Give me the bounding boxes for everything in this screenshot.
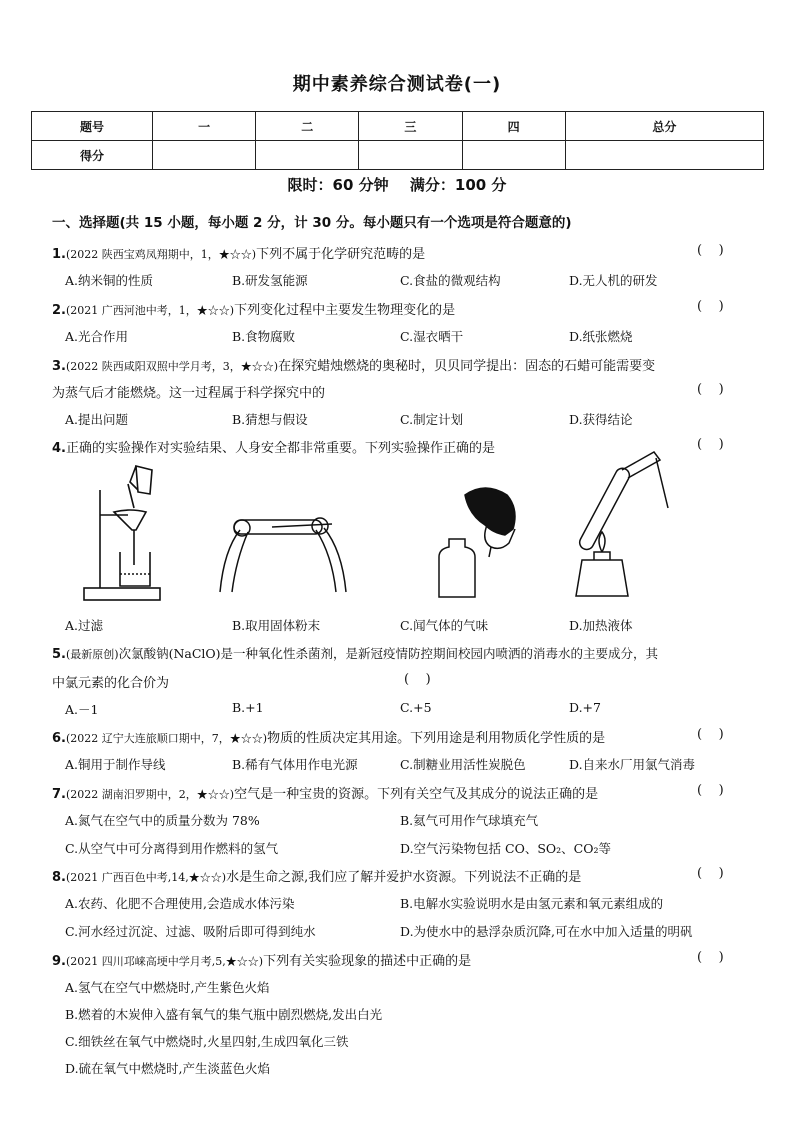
answer-paren[interactable]: ( ) [697, 783, 724, 798]
question-source: (2022 湖南汨罗期中，2，★☆☆) [65, 788, 235, 801]
option-d: D.加热液体 [569, 618, 633, 633]
score-table [31, 111, 764, 170]
option-c: C.制糖业用活性炭脱色 [400, 757, 526, 772]
option-b: B.猜想与假设 [232, 412, 308, 427]
score-cell[interactable] [565, 141, 763, 170]
score-cell[interactable] [359, 141, 462, 170]
option-c: C.制定计划 [400, 412, 464, 427]
answer-paren[interactable]: ( ) [697, 866, 724, 881]
question-1 [52, 243, 425, 262]
question-8 [52, 866, 581, 885]
option-b: B.氦气可用作气球填充气 [400, 813, 539, 828]
option-a: A.纳米铜的性质 [65, 273, 154, 288]
option-b: B.电解水实验说明水是由氢元素和氧元素组成的 [400, 896, 664, 911]
time-score-limit [0, 174, 794, 195]
option-d: D.获得结论 [569, 412, 633, 427]
answer-paren[interactable]: ( ) [697, 950, 724, 965]
question-9 [52, 950, 471, 969]
question-number: 2. [52, 303, 66, 318]
option-d: D.无人机的研发 [569, 273, 658, 288]
question-7 [52, 783, 598, 802]
option-b: B.食物腐败 [232, 329, 296, 344]
question-number: 6. [52, 731, 66, 746]
score-header-cell: 题号 [32, 112, 153, 141]
question-source: (最新原创) [65, 648, 119, 661]
option-b: B.研发氢能源 [232, 273, 308, 288]
question-text: 次氯酸钠(NaClO)是一种氧化性杀菌剂，是新冠疫情防控期间校园内喷洒的消毒水的主要成分，其 [118, 646, 659, 661]
option-b: B.燃着的木炭伸入盛有氧气的集气瓶中剧烈燃烧,发出白光 [65, 1007, 383, 1022]
question-source: (2021 四川邛崃高埂中学月考,5,★☆☆) [65, 955, 264, 968]
option-d: D.为使水中的悬浮杂质沉降,可在水中加入适量的明矾 [400, 924, 693, 939]
question-text: 下列变化过程中主要发生物理变化的是 [234, 303, 456, 318]
question-number: 1. [52, 247, 66, 262]
question-2 [52, 299, 455, 318]
question-number: 8. [52, 870, 66, 885]
filtration-figure [80, 460, 170, 605]
question-number: 5. [52, 647, 66, 662]
score-cell[interactable] [153, 141, 256, 170]
score-table-score-row [32, 141, 764, 170]
question-source: (2022 辽宁大连旅顺口期中，7，★☆☆) [65, 732, 268, 745]
option-c: C.河水经过沉淀、过滤、吸附后即可得到纯水 [65, 924, 316, 939]
question-text: 水是生命之源,我们应了解并爱护水资源。下列说法不正确的是 [226, 870, 582, 885]
option-a: A.氢气在空气中燃烧时,产生紫色火焰 [65, 980, 270, 995]
powder-figure [212, 500, 347, 600]
question-5-line2: 中氯元素的化合价为 [52, 676, 170, 691]
option-d: D.纸张燃烧 [569, 329, 633, 344]
option-b: B.取用固体粉末 [232, 618, 321, 633]
question-text: 正确的实验操作对实验结果、人身安全都非常重要。下列实验操作正确的是 [65, 441, 495, 456]
option-c: C.细铁丝在氧气中燃烧时,火星四射,生成四氧化三铁 [65, 1034, 349, 1049]
answer-paren[interactable]: ( ) [697, 243, 724, 258]
score-cell[interactable] [462, 141, 565, 170]
time-limit: 限时：60 分钟 [287, 176, 389, 194]
question-4 [52, 437, 495, 456]
question-text: 在探究蜡烛燃烧的奥秘时，贝贝同学提出：固态的石蜡可能需要变 [278, 359, 656, 374]
question-3 [52, 355, 655, 374]
section-heading: 一、选择题(共 15 小题，每小题 2 分，计 30 分。每小题只有一个选项是符合题意的) [52, 215, 572, 231]
question-source: (2022 陕西宝鸡凤翔期中，1，★☆☆) [65, 248, 257, 261]
option-d: D.空气污染物包括 CO、SO₂、CO₂等 [400, 841, 611, 856]
question-5 [52, 644, 658, 662]
answer-paren[interactable]: ( ) [697, 727, 724, 742]
answer-paren[interactable]: ( ) [697, 437, 724, 452]
option-b: B.稀有气体用作电光源 [232, 757, 358, 772]
score-header-cell: 二 [256, 112, 359, 141]
answer-paren[interactable]: ( ) [697, 299, 724, 314]
option-a: A.提出问题 [65, 412, 129, 427]
score-cell[interactable] [256, 141, 359, 170]
score-table-header-row [32, 112, 764, 141]
score-header-cell: 一 [153, 112, 256, 141]
option-a: A.氮气在空气中的质量分数为 78% [65, 813, 260, 828]
full-score: 满分：100 分 [409, 176, 507, 194]
question-number: 4. [52, 441, 66, 456]
option-c: C.闻气体的气味 [400, 618, 489, 633]
score-header-cell: 三 [359, 112, 462, 141]
option-d: D.硫在氧气中燃烧时,产生淡蓝色火焰 [65, 1061, 271, 1076]
option-c: C.从空气中可分离得到用作燃料的氢气 [65, 841, 279, 856]
question-6 [52, 727, 605, 746]
question-text: 下列不属于化学研究范畴的是 [256, 247, 426, 262]
question-text: 下列有关实验现象的描述中正确的是 [263, 954, 472, 969]
question-number: 3. [52, 359, 66, 374]
question-number: 9. [52, 954, 66, 969]
option-a: A.光合作用 [65, 329, 129, 344]
question-source: (2022 陕西咸阳双照中学月考，3，★☆☆) [65, 360, 279, 373]
answer-paren[interactable]: ( ) [404, 672, 431, 687]
option-a: A.农药、化肥不合理使用,会造成水体污染 [65, 896, 295, 911]
option-c: C.湿衣晒干 [400, 329, 464, 344]
question-text: 空气是一种宝贵的资源。下列有关空气及其成分的说法正确的是 [234, 787, 599, 802]
question-source: (2021 广西百色中考,14,★☆☆) [65, 871, 227, 884]
heating-liquid-figure [568, 448, 688, 606]
score-row-label: 得分 [32, 141, 153, 170]
option-a: A.过滤 [65, 618, 104, 633]
option-a: A.－1 [65, 702, 99, 717]
smell-gas-figure [435, 485, 550, 605]
option-d: D.自来水厂用氯气消毒 [569, 757, 696, 772]
option-c: C.+5 [400, 700, 432, 715]
score-header-cell: 四 [462, 112, 565, 141]
option-a: A.铜用于制作导线 [65, 757, 166, 772]
option-d: D.+7 [569, 700, 601, 715]
answer-paren[interactable]: ( ) [697, 382, 724, 397]
page-title: 期中素养综合测试卷(一) [292, 74, 502, 95]
score-header-cell: 总分 [565, 112, 763, 141]
question-source: (2021 广西河池中考，1，★☆☆) [65, 304, 235, 317]
option-c: C.食盐的微观结构 [400, 273, 501, 288]
question-text: 物质的性质决定其用途。下列用途是利用物质化学性质的是 [267, 731, 606, 746]
option-b: B.+1 [232, 700, 264, 715]
question-3-line2: 为蒸气后才能燃烧。这一过程属于科学探究中的 [52, 386, 326, 401]
question-number: 7. [52, 787, 66, 802]
